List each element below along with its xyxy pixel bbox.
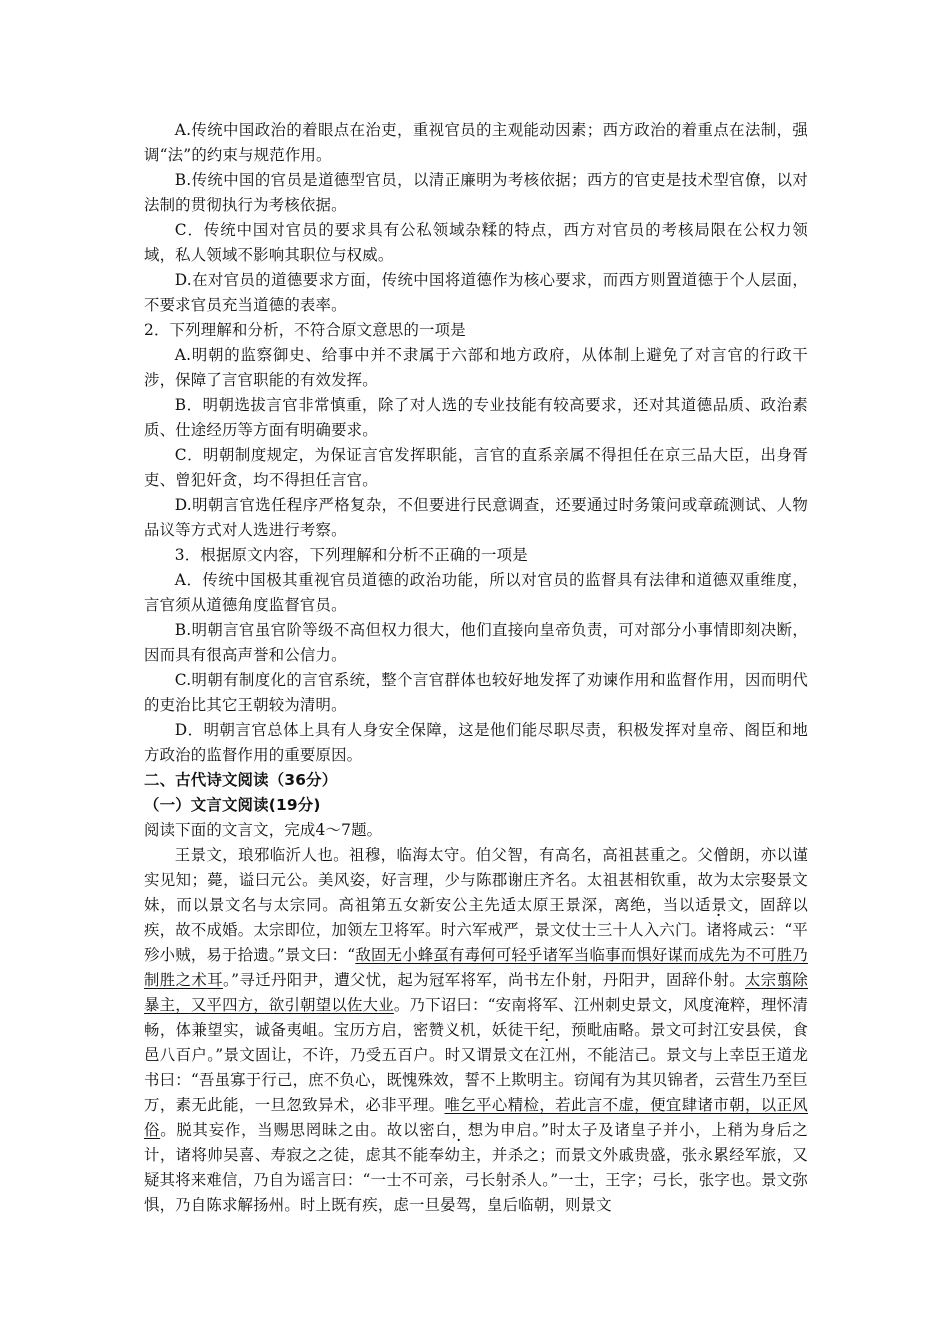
passage-text: 景文，固辞以疾，故不成婚。太宗即位，加领左卫将军。时六军戒严，景文仗士三十人入六门。诸将咸云：“平殄小贼，易于拾遗。”景文曰：“ [144,896,808,964]
q1-option-d: D.在对官员的道德要求方面，传统中国将道德作为核心要求，而西方则置道德于个人层面，不要求官员充当道德的表率。 [144,271,808,314]
exam-page [144,118,808,1218]
q3-option-b: B.明朝言官虽官阶等级不高但权力很大，他们直接向皇帝负责，可对部分小事情即刻决断，因而具有很高声誉和公信力。 [144,621,808,664]
dotted-char: 干 [523,1021,540,1039]
passage-text: 。脱其妄作，当赐思罔昧之由。故以密 [160,1121,436,1139]
section-title: 二、古代诗文阅读（36分） [144,771,338,789]
q3-option-d: D．明朝言官总体上具有人身安全保障，这是他们能尽职尽责，积极发挥对皇帝、阁臣和地方政治的监督作用的重要原因。 [144,721,808,764]
passage-text: 王景文，琅邪临沂人也。祖穆，临海太守。伯父智，有高名，高祖甚重之。父僧朗，亦以谨实见知；薨，谥曰元公。美风姿，好言理，少与陈郡谢庄齐名。太祖甚相钦重，故为太宗娶景文妹，而以景文名与太宗同。高祖第五女新安公主先适太原王景深，离绝，当以 [144,846,808,914]
q2-option-b: B．明朝选拔言官非常慎重，除了对人选的专业技能有较高要求，还对其道德品质、政治素质、仕途经历等方面有明确要求。 [144,396,808,439]
dotted-char: 适 [695,896,712,914]
passage-text: 。”寻迁丹阳尹，遭父忧，起为冠军将军，尚书左仆射，丹阳尹，固辞仆射。 [223,971,745,989]
passage-text: 纪，预毗庙略。景文可封江安县侯，食邑八百户。”景文固让，不许，乃受五百户。时又谓景文在江州，不能洁己。景文与上幸臣王道龙书曰：“吾虽寡于行己，庶不负心，既愧殊效，誓不上欺明主。窃闻有为其贝锦者，云营生乃至巨万，素无此能，一旦忽致异术，必非平理。 [144,1021,808,1114]
classical-passage [144,843,808,1218]
q2-stem: 2．下列理解和分析，不符合原文意思的一项是 [144,321,466,339]
dotted-char: 白 [435,1121,452,1139]
q2-option-d: D.明朝言官选任程序严格复杂，不但要进行民意调查，还要通过时务策问或章疏测试、人物品议等方式对人选进行考察。 [144,496,808,539]
q2-option-a: A.明朝的监察御史、给事中并不隶属于六部和地方政府，从体制上避免了对言官的行政干涉，保障了言官职能的有效发挥。 [144,346,808,389]
q1-option-a: A.传统中国政治的着眼点在治吏，重视官员的主观能动因素；西方政治的着重点在法制，强调“法”的约束与规范作用。 [144,121,808,164]
passage-text: 。乃下诏曰：“安南将军、江州刺史景文，风度淹粹，理怀清畅，体兼望实，诚备夷岨。宝历方启，密赞义机，妖徒 [144,996,808,1039]
q3-option-c: C.明朝有制度化的言官系统，整个言官群体也较好地发挥了劝谏作用和监督作用，因而明代的吏治比其它王朝较为清明。 [144,671,808,714]
underlined-sentence: 太宗翦除暴主，又平四方，欲引朝望以佐大业 [144,971,808,1014]
reading-instruction: 阅读下面的文言文，完成4～7题。 [144,821,383,839]
underlined-sentence: 敌固无小蜂虿有毒何可轻乎诸军当临事而惧好谋而成先为不可胜乃制胜之术耳 [144,946,808,989]
subsection-title: （一）文言文阅读(19分) [144,796,321,814]
q3-stem: 3．根据原文内容，下列理解和分析不正确的一项是 [174,546,528,564]
passage-text: ，想为申启。”时太子及诸皇子并小，上稍为身后之计，诸将帅吴喜、寿寂之之徒，虑其不能奉幼主，并杀之；而景文外戚贵盛，张永累经军旅，又疑其将来难信，乃自为谣言曰：“一士不可亲，弓长射杀人。”一士，王字；弓长，张字也。景文弥惧，乃自陈求解扬州。时上既有疾，虑一旦晏驾，皇后临朝，则景文 [144,1121,808,1214]
q3-option-a: A．传统中国极其重视官员道德的政治功能，所以对官员的监督具有法律和道德双重维度，言官须从道德角度监督官员。 [144,571,808,614]
q2-option-c: C．明朝制度规定，为保证言官发挥职能，言官的直系亲属不得担任在京三品大臣，出身胥吏、曾犯奸贪，均不得担任言官。 [144,446,808,489]
q1-option-c: C．传统中国对官员的要求具有公私领域杂糅的特点，西方对官员的考核局限在公权力领域，私人领域不影响其职位与权威。 [144,221,808,264]
q1-option-b: B.传统中国的官员是道德型官员，以清正廉明为考核依据；西方的官吏是技术型官僚，以对法制的贯彻执行为考核依据。 [144,171,808,214]
underlined-sentence: 唯乞平心精检，若此言不虚，便宜肆诸市朝，以正风俗 [144,1096,808,1139]
